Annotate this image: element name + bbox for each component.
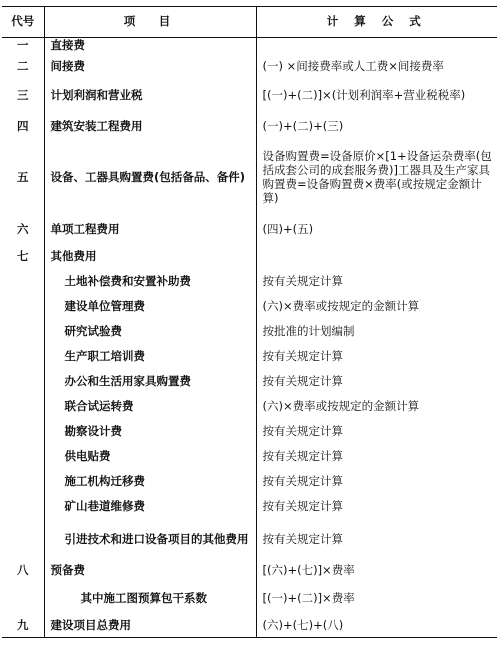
row-item: 办公和生活用家具购置费	[44, 370, 256, 395]
row-formula: 按有关规定计算	[262, 499, 343, 514]
row-code	[2, 520, 44, 560]
table-row	[2, 38, 497, 55]
row-item: 间接费	[44, 55, 256, 80]
row-item: 计划利润和营业税	[44, 80, 256, 113]
header-code: 代号	[2, 7, 44, 38]
row-code: 六	[2, 216, 44, 244]
row-code: 八	[2, 560, 44, 582]
row-code: 一	[2, 38, 44, 55]
table-row	[2, 470, 497, 495]
table-row	[2, 495, 497, 520]
row-formula: 按有关规定计算	[262, 449, 343, 464]
row-code	[2, 495, 44, 520]
row-formula: 按批准的计划编制	[262, 324, 355, 339]
row-code: 二	[2, 55, 44, 80]
row-code	[2, 295, 44, 320]
row-item: 预备费	[44, 560, 256, 582]
row-item: 建设单位管理费	[44, 295, 256, 320]
table-row	[2, 560, 497, 582]
row-code	[2, 370, 44, 395]
header-row	[2, 7, 497, 38]
table-row	[2, 80, 497, 113]
row-code	[2, 582, 44, 616]
header-item: 项 目	[44, 7, 256, 38]
row-formula: 设备购置费=设备原价×[1+设备运杂费率(包括成套公司的成套服务费)]工器具及生产家具购置费=设备购置费×费率(或按规定金额计算)	[262, 149, 492, 205]
row-code: 五	[2, 141, 44, 216]
row-code	[2, 395, 44, 420]
table-row	[2, 270, 497, 295]
row-formula: (一)+(二)+(三)	[262, 118, 344, 133]
row-item: 建设项目总费用	[44, 616, 256, 638]
row-item: 矿山巷道维修费	[44, 495, 256, 520]
row-formula: 按有关规定计算	[262, 374, 343, 389]
table-row	[2, 616, 497, 638]
table-row	[2, 370, 497, 395]
row-code	[2, 470, 44, 495]
table-row	[2, 113, 497, 141]
row-item: 土地补偿费和安置补助费	[44, 270, 256, 295]
table-row	[2, 141, 497, 216]
table-row	[2, 55, 497, 80]
row-item: 其中施工图预算包干系数	[44, 582, 256, 616]
row-formula: (一) ×间接费率或人工费×间接费率	[262, 59, 444, 74]
table-row	[2, 520, 497, 560]
row-item: 联合试运转费	[44, 395, 256, 420]
row-formula: 按有关规定计算	[262, 531, 343, 546]
table-row	[2, 216, 497, 244]
table-row	[2, 445, 497, 470]
row-code	[2, 345, 44, 370]
row-formula: [(六)+(七)]×费率	[262, 562, 355, 577]
row-formula: 按有关规定计算	[262, 349, 343, 364]
row-item: 建筑安装工程费用	[44, 113, 256, 141]
row-formula: (四)+(五)	[262, 221, 314, 236]
row-code: 九	[2, 616, 44, 638]
row-code	[2, 270, 44, 295]
row-item: 生产职工培训费	[44, 345, 256, 370]
table-row	[2, 582, 497, 616]
row-formula: [(一)+(二)]×费率	[262, 590, 355, 605]
row-formula: (六)×费率或按规定的金额计算	[262, 399, 420, 414]
row-code	[2, 420, 44, 445]
row-formula	[256, 38, 497, 55]
row-formula: [(一)+(二)]×(计划利润率+营业税税率)	[262, 88, 466, 103]
row-formula: (六)×费率或按规定的金额计算	[262, 299, 420, 314]
row-item: 引进技术和进口设备项目的其他费用	[44, 520, 256, 560]
table-row	[2, 420, 497, 445]
row-item: 单项工程费用	[44, 216, 256, 244]
header-formula: 计 算 公 式	[256, 7, 497, 38]
row-formula: (六)+(七)+(八)	[262, 618, 344, 633]
table-row	[2, 395, 497, 420]
row-item: 其他费用	[44, 244, 256, 270]
table-row	[2, 320, 497, 345]
row-code	[2, 445, 44, 470]
row-item: 供电贴费	[44, 445, 256, 470]
row-item: 设备、工器具购置费(包括备品、备件)	[44, 141, 256, 216]
table-row	[2, 345, 497, 370]
row-item: 施工机构迁移费	[44, 470, 256, 495]
row-formula: 按有关规定计算	[262, 424, 343, 439]
row-formula: 按有关规定计算	[262, 274, 343, 289]
row-code	[2, 320, 44, 345]
cost-formula-table	[2, 6, 497, 638]
row-code: 七	[2, 244, 44, 270]
row-code: 三	[2, 80, 44, 113]
row-item: 研究试验费	[44, 320, 256, 345]
table-row	[2, 244, 497, 270]
table-row	[2, 295, 497, 320]
row-item: 勘察设计费	[44, 420, 256, 445]
row-item: 直接费	[44, 38, 256, 55]
row-code: 四	[2, 113, 44, 141]
row-formula: 按有关规定计算	[262, 474, 343, 489]
row-formula	[256, 244, 497, 270]
